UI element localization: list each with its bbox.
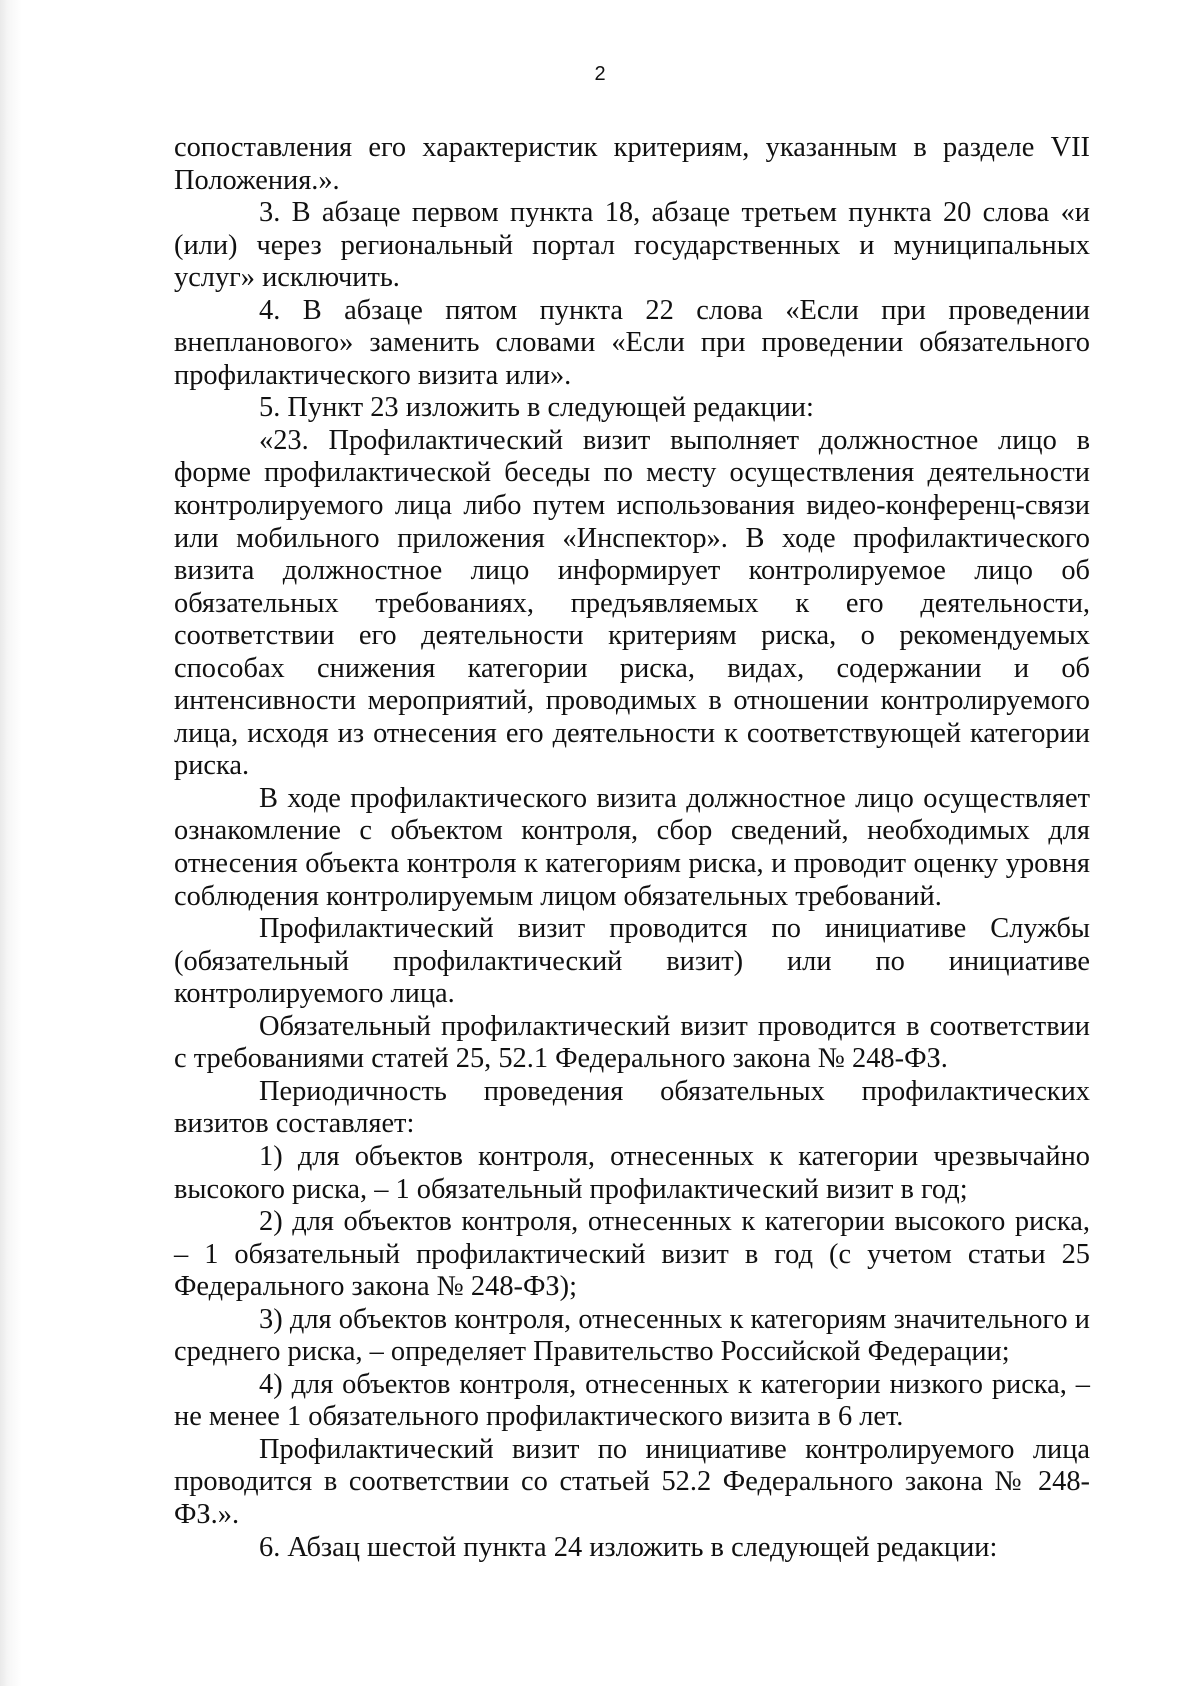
paragraph-item-5: 5. Пункт 23 изложить в следующей редакции: (259, 392, 814, 424)
list-item-2: 2) для объектов контроля, отнесенных к категории высокого риска, – 1 обязательный профилактический визит в год (с учетом статьи 25 Федерального закона № 248-ФЗ); (174, 1206, 1090, 1303)
paragraph-controlled-initiative: Профилактический визит по инициативе контролируемого лица проводится в соответствии со статьей 52.2 Федерального закона № 248-ФЗ.». (174, 1433, 1090, 1530)
paragraph-visit-procedure: В ходе профилактического визита должностное лицо осуществляет ознакомление с объектом контроля, сбор сведений, необходимых для отнесения объекта контроля к категориям риска, и проводит оценку уровня соблюдения контролируемым лицом обязательных требований. (174, 782, 1090, 912)
paragraph-visit-initiative: Профилактический визит проводится по инициативе Службы (обязательный профилактический визит) или по инициативе контролируемого лица. (174, 913, 1090, 1010)
paragraph-continuation: сопоставления его характеристик критериям, указанным в разделе VII Положения.». (174, 132, 1090, 196)
list-item-4: 4) для объектов контроля, отнесенных к категории низкого риска, – не менее 1 обязательного профилактического визита в 6 лет. (174, 1368, 1090, 1433)
paragraph-point-23: «23. Профилактический визит выполняет должностное лицо в форме профилактической беседы по месту осуществления деятельности контролируемого лица либо путем использования видео-конференц-связи или мобильного приложения «Инспектор». В ходе профилактического визита должностное лицо информирует контролируемое лицо об обязательных требованиях, предъявляемых к его деятельности, соответствии его деятельности критериям риска, о рекомендуемых способах снижения категории риска, видах, содержании и об интенсивности мероприятий, проводимых в отношении контролируемого лица, исходя из отнесения его деятельности к соответствующей категории риска. (174, 424, 1090, 782)
paragraph-mandatory-visit: Обязательный профилактический визит проводится в соответствии с требованиями статей 25, 52.1 Федерального закона № 248-ФЗ. (174, 1010, 1090, 1075)
list-item-1: 1) для объектов контроля, отнесенных к категории чрезвычайно высокого риска, – 1 обязательный профилактический визит в год; (174, 1140, 1090, 1205)
list-item-3: 3) для объектов контроля, отнесенных к категориям значительного и среднего риска, – определяет Правительство Российской Федерации; (174, 1303, 1090, 1368)
paragraph-item-3: 3. В абзаце первом пункта 18, абзаце третьем пункта 20 слова «и (или) через региональный портал государственных и муниципальных услуг» исключить. (174, 197, 1090, 294)
page-number: 2 (594, 63, 606, 85)
scan-edge (0, 0, 22, 1686)
document-body (174, 132, 1090, 1564)
paragraph-item-4: 4. В абзаце пятом пункта 22 слова «Если при проведении внепланового» заменить словами «Если при проведении обязательного профилактического визита или». (174, 294, 1090, 391)
paragraph-periodicity: Периодичность проведения обязательных профилактических визитов составляет: (174, 1075, 1090, 1140)
paragraph-item-6: 6. Абзац шестой пункта 24 изложить в следующей редакции: (259, 1531, 998, 1563)
